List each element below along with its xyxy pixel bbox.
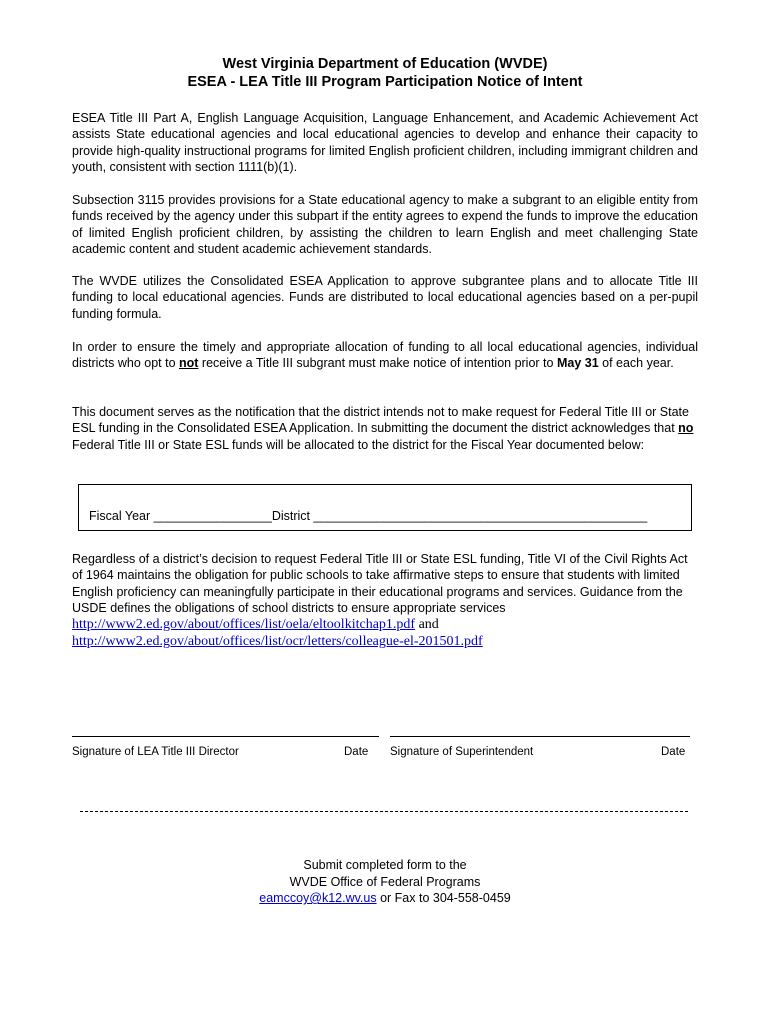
p4-text-a: In order to ensure the timely and appropriate allocation of funding to all local educational agencies, individual districts who opt to <box>72 340 698 371</box>
footer-contact-line <box>0 891 770 905</box>
fiscal-year-district-box <box>78 484 692 531</box>
superintendent-signature-label: Signature of Superintendent <box>390 746 534 758</box>
p5-text-c: Federal Title III or State ESL funds will be allocated to the district for the Fiscal Year documented below: <box>72 437 645 452</box>
colleague-letter-link[interactable]: http://www2.ed.gov/about/offices/list/ocr/letters/colleague-el-201501.pdf <box>72 634 483 650</box>
document-title-line2: ESEA - LEA Title III Program Participation Notice of Intent <box>187 74 583 90</box>
fiscal-year-label: Fiscal Year <box>89 509 151 523</box>
superintendent-signature-line[interactable] <box>390 736 690 737</box>
director-signature-label: Signature of LEA Title III Director <box>72 746 239 758</box>
paragraph-title-vi <box>72 551 698 651</box>
paragraph-title-iii-overview: ESEA Title III Part A, English Language Acquisition, Language Enhancement, and Academic Achievement Act assists State educational agencies and local educational agencies to develop and enhance their capacity to provide high-quality instructional programs for limited English proficient children, including immigrant children and youth, consistent with section 1111(b)(1). <box>72 111 698 174</box>
p4-emphasis-not: not <box>179 356 199 371</box>
document-title-line1: West Virginia Department of Education (WVDE) <box>222 56 548 72</box>
fax-text: or Fax to 304-558-0459 <box>376 891 511 905</box>
footer-office-line: WVDE Office of Federal Programs <box>289 875 481 889</box>
paragraph-notice-deadline <box>72 339 698 372</box>
p4-text-c: receive a Title III subgrant must make notice of intention prior to <box>198 356 557 371</box>
cut-line-divider <box>80 811 688 812</box>
paragraph-subsection-3115: Subsection 3115 provides provisions for a State educational agency to make a subgrant to an eligible entity from funds received by the agency under this subpart if the entity agrees to expend the funds to improve the education of limited English proficient children, by assisting the children to learn English and meet challenging State academic content and student academic achievement standards. <box>72 193 698 256</box>
footer-submit-line: Submit completed form to the <box>303 858 467 872</box>
p6-and: and <box>415 617 439 633</box>
email-link[interactable]: eamccoy@k12.wv.us <box>259 891 377 905</box>
p4-deadline-date: May 31 <box>556 356 599 371</box>
district-field[interactable]: ________________________________________________ <box>310 509 648 523</box>
p5-text-a: This document serves as the notification that the district intends not to make request for Federal Title III or State ESL funding in the Consolidated ESEA Application. In submitting the document the district acknowledges that <box>72 405 689 436</box>
paragraph-notification <box>72 404 698 453</box>
fiscal-year-district-line <box>89 509 647 523</box>
eltoolkit-link[interactable]: http://www2.ed.gov/about/offices/list/oela/eltoolkitchap1.pdf <box>72 617 416 633</box>
fiscal-year-field[interactable]: _________________ <box>153 509 272 523</box>
district-label: District <box>271 509 311 523</box>
director-signature-line[interactable] <box>72 736 379 737</box>
p6-text-a: Regardless of a district’s decision to request Federal Title III or State ESL funding, Title VI of the Civil Rights Act of 1964 maintains the obligation for public schools to take affirmative steps to ensure that students with limited English proficiency can meaningfully participate in their educational programs and services. Guidance from the USDE defines the obligations of school districts to ensure appropriate services <box>72 552 688 615</box>
paragraph-wvde-application: The WVDE utilizes the Consolidated ESEA Application to approve subgrantee plans and to allocate Title III funding to local educational agencies. Funds are distributed to local educational agencies based on a per-pupil funding formula. <box>72 274 698 321</box>
director-date-label: Date <box>344 746 369 758</box>
p4-text-e: of each year. <box>598 356 674 371</box>
p5-emphasis-no: no <box>678 421 694 436</box>
superintendent-date-label: Date <box>661 746 686 758</box>
